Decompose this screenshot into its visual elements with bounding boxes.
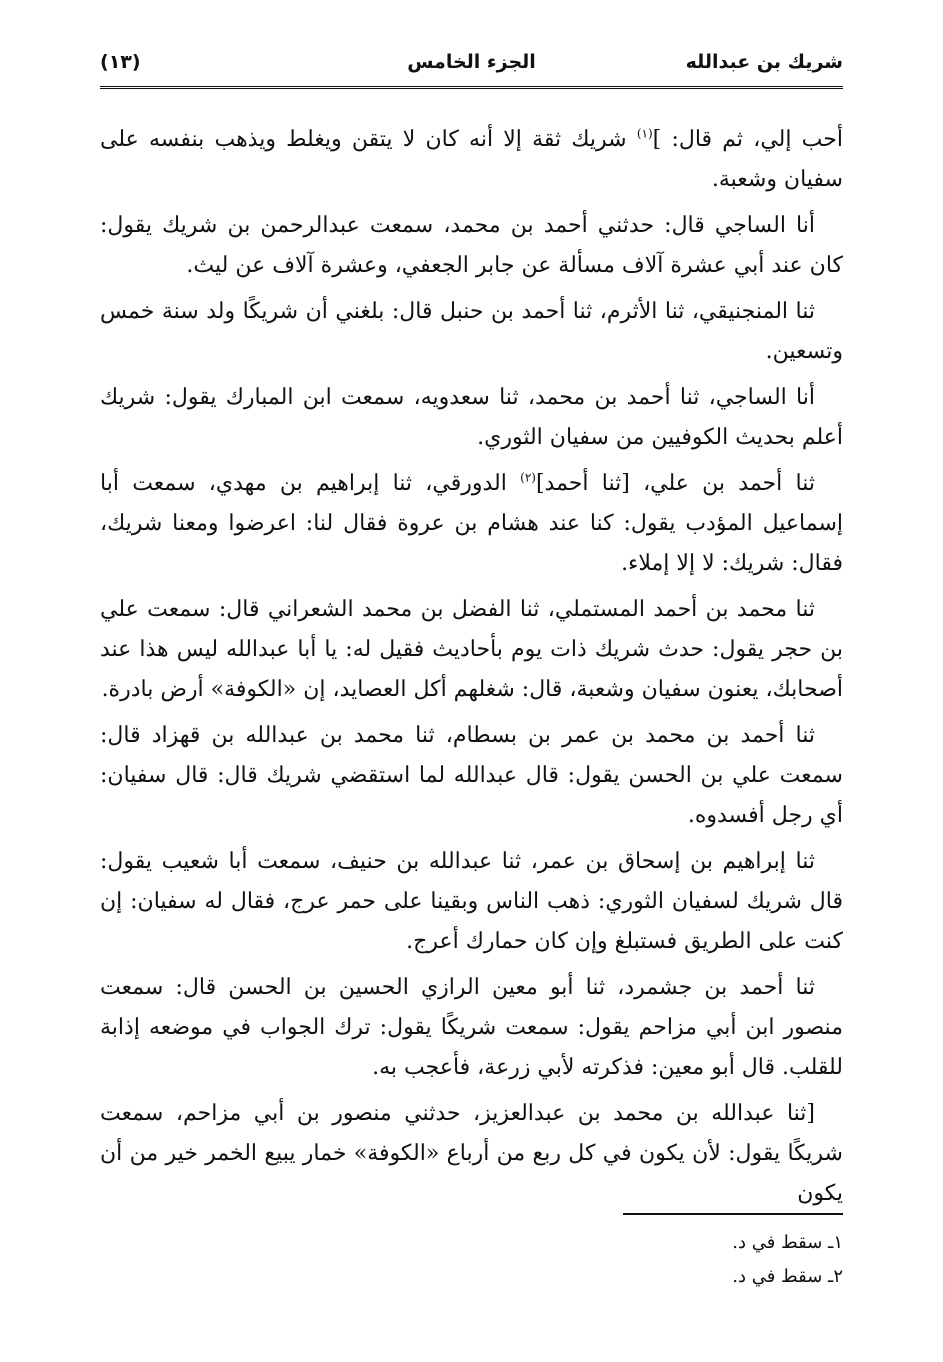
paragraph: ثنا محمد بن أحمد المستملي، ثنا الفضل بن محمد الشعراني قال: سمعت علي بن حجر يقول: حدث شريك ذات يوم بأحاديث فقيل له: يا أبا عبدالله ليس هذا عند أصحابك، يعنون سفيان وشعبة، قال: شغلهم أكل العصايد، إن «الكوفة» أرض بادرة.: [100, 597, 843, 702]
footnote-ref: (٢): [520, 470, 536, 485]
paragraph: ثنا أحمد بن جشمرد، ثنا أبو معين الرازي الحسين بن الحسن قال: سمعت منصور ابن أبي مزاحم يقول: سمعت شريكًا يقول: ترك الجواب في موضعه إذابة للقلب. قال أبو معين: فذكرته لأبي زرعة، فأعجب به.: [100, 975, 843, 1080]
paragraph: ثنا إبراهيم بن إسحاق بن عمر، ثنا عبدالله بن حنيف، سمعت أبا شعيب يقول: قال شريك لسفيان الثوري: ذهب الناس وبقينا على حمر عرج، فقال له سفيان: إن كنت على الطريق فستبلغ وإن كان حمارك أعرج.: [100, 849, 843, 954]
paragraph: أحب إلي، ثم قال: ]$^{(١)}$ شريك ثقة إلا أنه كان لا يتقن ويغلط ويذهب بنفسه على سفيان وشعبة.: [100, 126, 844, 192]
volume-title: الجزء الخامس: [407, 51, 536, 73]
paragraph: [ثنا عبدالله بن محمد بن عبدالعزيز، حدثني منصور بن أبي مزاحم، سمعت شريكًا يقول: لأن يكون في كل ربع من أرباع «الكوفة» خمار يبيع الخمر خير من أن يكون: [100, 1101, 843, 1206]
paragraph: أنا الساجي، ثنا أحمد بن محمد، ثنا سعدويه، سمعت ابن المبارك يقول: شريك أعلم بحديث الكوفيين من سفيان الثوري.: [100, 385, 843, 450]
footnote-rule: [623, 1213, 843, 1215]
section-title: شريك بن عبدالله: [685, 51, 843, 73]
paragraph: ثنا أحمد بن علي، [ثنا أحمد]$^{(٢)}$ الدورقي، ثنا إبراهيم بن مهدي، سمعت أبا إسماعيل المؤدب يقول: كنا عند هشام بن عروة فقال لنا: اعرضوا ومعنا شريك، فقال: شريك: لا إلا إملاء.: [100, 470, 843, 576]
footnote-2: ٢ـ سقط في د.: [732, 1266, 843, 1287]
header-rule: [100, 86, 843, 89]
paragraph: ثنا المنجنيقي، ثنا الأثرم، ثنا أحمد بن حنبل قال: بلغني أن شريكًا ولد سنة خمس وتسعين.: [100, 299, 843, 364]
footnotes: [732, 1226, 843, 1294]
page-number: (١٣): [100, 51, 141, 73]
paragraph: ثنا أحمد بن محمد بن عمر بن بسطام، ثنا محمد بن عبدالله بن قهزاد قال: سمعت علي بن الحسن يقول: قال عبدالله لما استقضي شريك قال: قال سفيان: أي رجل أفسدوه.: [100, 723, 843, 828]
running-header: [100, 42, 843, 82]
footnote-ref: (١): [636, 126, 653, 141]
paragraph: أنا الساجي قال: حدثني أحمد بن محمد، سمعت عبدالرحمن بن شريك يقول: كان عند أبي عشرة آلاف مسألة عن جابر الجعفي، وعشرة آلاف عن ليث.: [100, 213, 843, 278]
body-text: [100, 120, 843, 1220]
footnote-1: ١ـ سقط في د.: [732, 1232, 843, 1253]
